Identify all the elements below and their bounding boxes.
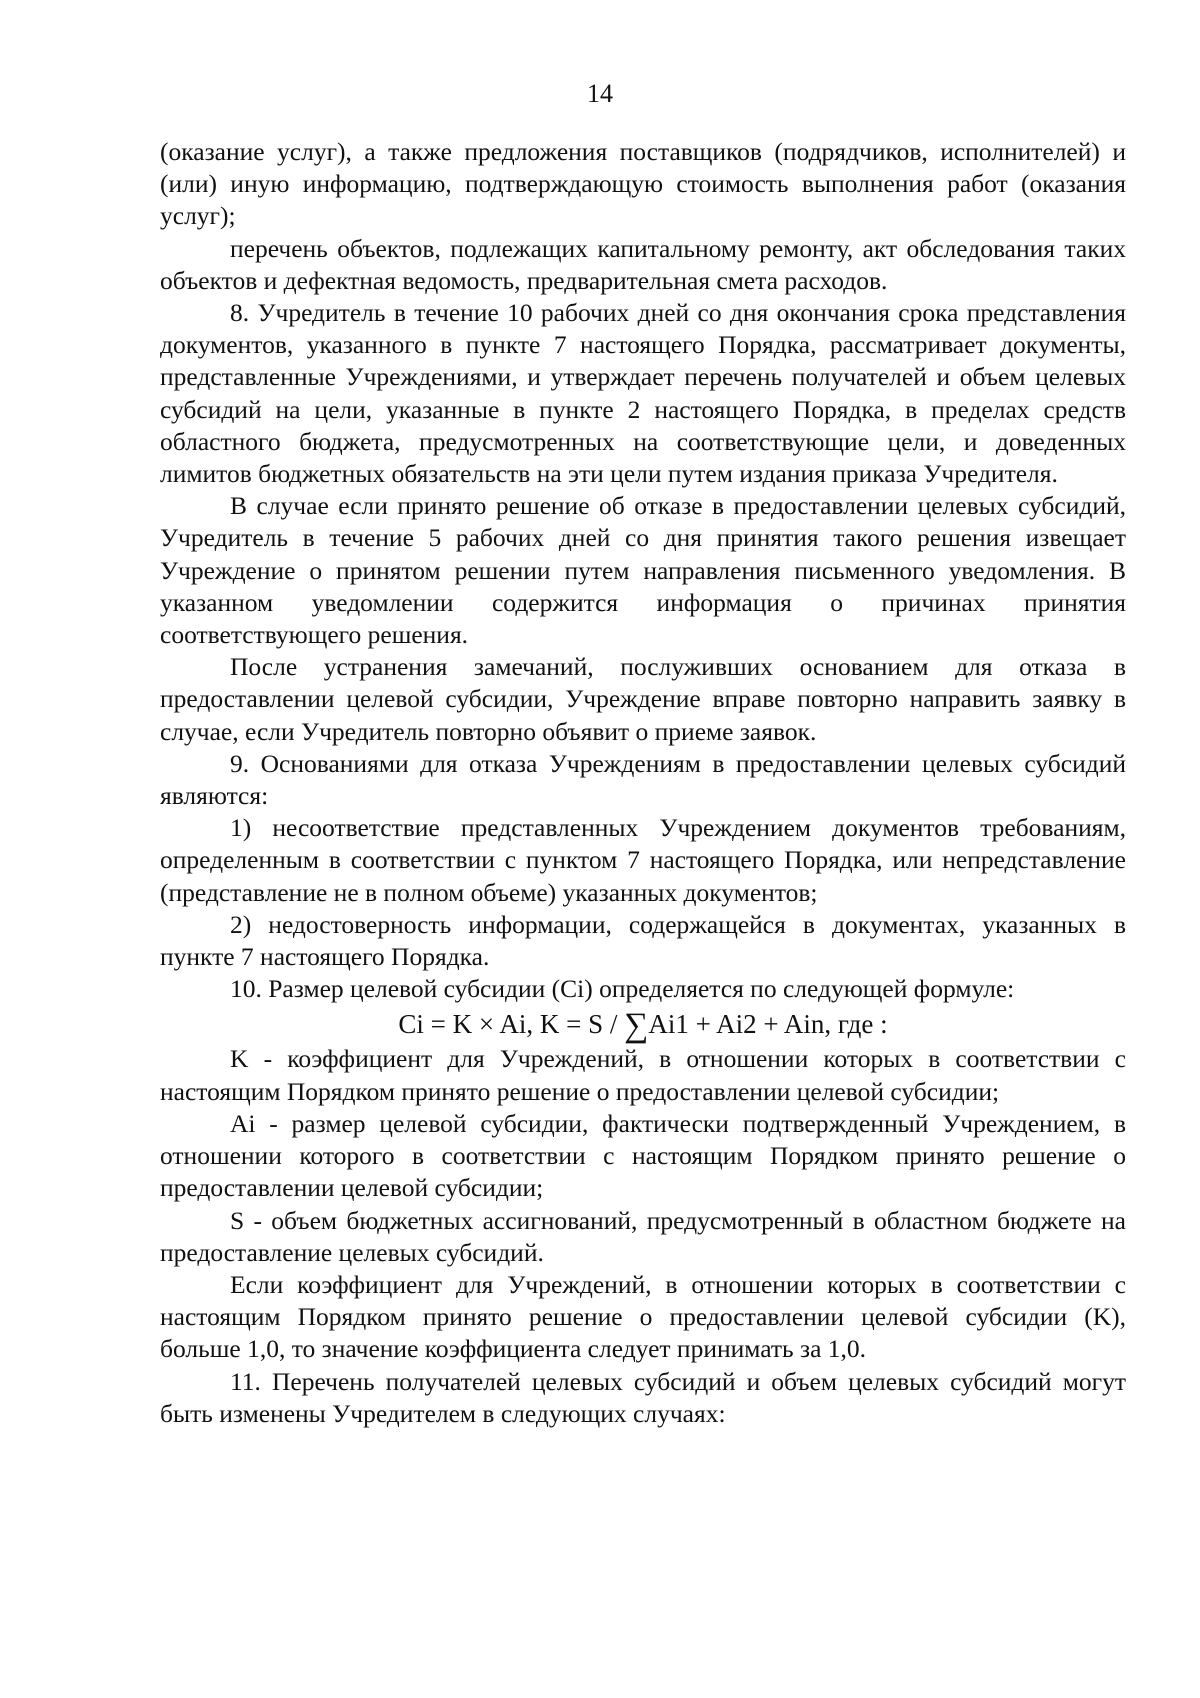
paragraph-refusal-notice: В случае если принято решение об отказе в предоставлении целевых субсидий, Учредитель в течение 5 рабочих дней со дня принятия такого решения извещает Учреждение о принятом решении путем направления письменного уведомления. В указанном уведомлении содержится информация о причинах принятия соответствующего решения.	[160, 491, 1126, 650]
formula-right: Ai1 + Ai2 + Ain, где :	[648, 1009, 888, 1040]
paragraph-resubmission: После устранения замечаний, послуживших основанием для отказа в предоставлении целевой субсидии, Учреждение вправе повторно направить заявку в случае, если Учредитель повторно объявит о приеме заявок.	[160, 652, 1126, 746]
paragraph-coefficient-limit: Если коэффициент для Учреждений, в отношении которых в соответствии с настоящим Порядком принято решение о предоставлении целевой субсидии (K), больше 1,0, то значение коэффициента следует принимать за 1,0.	[160, 1269, 1126, 1364]
document-body	[160, 136, 1126, 1430]
paragraph-item-11: 11. Перечень получателей целевых субсидий и объем целевых субсидий могут быть изменены Учредителем в следующих случаях:	[160, 1366, 1126, 1428]
formula-left: Ci = K × Ai, K = S /	[398, 1009, 625, 1040]
sigma-symbol: ∑	[624, 1007, 649, 1045]
paragraph-definition-k: K - коэффициент для Учреждений, в отношении которых в соответствии с настоящим Порядком принято решение о предоставлении целевой субсидии;	[160, 1044, 1126, 1106]
paragraph-definition-s: S - объем бюджетных ассигнований, предусмотренный в областном бюджете на предоставление целевых субсидий.	[160, 1205, 1126, 1267]
paragraph-item-9: 9. Основаниями для отказа Учреждениям в предоставлении целевых субсидий являются:	[160, 748, 1126, 811]
paragraph-item-9-1: 1) несоответствие представленных Учреждением документов требованиям, определенным в соответствии с пунктом 7 настоящего Порядка, или непредставление (представление не в полном объеме) указанных документов;	[160, 813, 1126, 907]
paragraph-item-10: 10. Размер целевой субсидии (Ci) определяется по следующей формуле:	[230, 974, 1015, 1004]
paragraph-item-9-2: 2) недостоверность информации, содержащейся в документах, указанных в пункте 7 настоящего Порядка.	[160, 909, 1126, 972]
paragraph-item-8: 8. Учредитель в течение 10 рабочих дней со дня окончания срока представления документов, указанного в пункте 7 настоящего Порядка, рассматривает документы, представленные Учреждениями, и утверждает перечень получателей и объем целевых субсидий на цели, указанные в пункте 2 настоящего Порядка, в пределах средств областного бюджета, предусмотренных на соответствующие цели, и доведенных лимитов бюджетных обязательств на эти цели путем издания приказа Учредителя.	[160, 298, 1126, 489]
paragraph-continuation: (оказание услуг), а также предложения поставщиков (подрядчиков, исполнителей) и (или) иную информацию, подтверждающую стоимость выполнения работ (оказания услуг);	[160, 137, 1126, 231]
paragraph-definition-ai: Ai - размер целевой субсидии, фактически подтвержденный Учреждением, в отношении которого в соответствии с настоящим Порядком принято решение о предоставлении целевой субсидии;	[160, 1108, 1126, 1203]
page-number: 14	[587, 79, 613, 108]
subsidy-formula	[160, 1005, 1126, 1043]
paragraph-object-list: перечень объектов, подлежащих капитальному ремонту, акт обследования таких объектов и дефектная ведомость, предварительная смета расходов.	[160, 233, 1126, 295]
